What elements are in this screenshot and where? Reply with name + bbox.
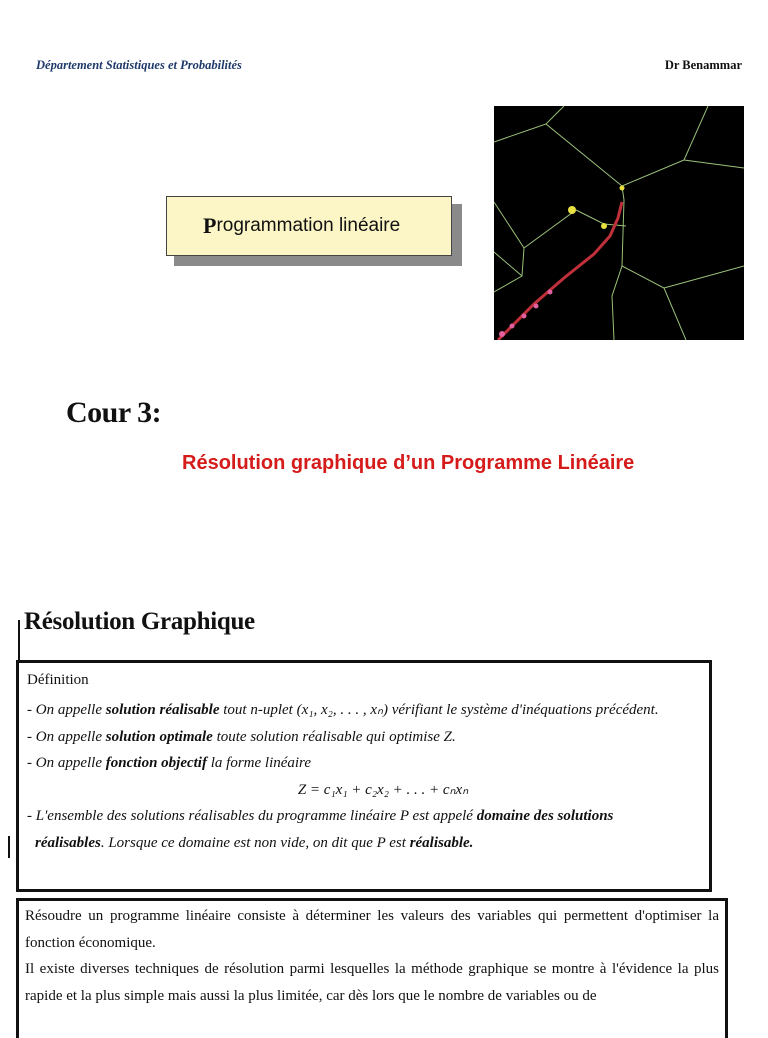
section-title: Résolution Graphique (24, 608, 255, 635)
objective-formula: Z = c₁x₁ + c₂x₂ + . . . + cₙxₙ (297, 781, 469, 798)
resolution-paragraph-2: Il existe diverses techniques de résolution parmi lesquelles la méthode graphique se montre à l'évidence la plus rapide et la plus simple mais aussi la plus limitée, car dès lors que le nombre de variables ou de (25, 961, 719, 1004)
title-rest: rogrammation linéaire (216, 215, 401, 236)
title-first-letter: P (203, 213, 217, 238)
section-bar (18, 620, 20, 660)
definition-item-4: - L'ensemble des solutions réalisables du programme linéaire P est appelé domaine des solutions (27, 808, 614, 825)
definition-item-4-continued: réalisables. Lorsque ce domaine est non vide, on dit que P est réalisable. (35, 834, 474, 851)
definition-heading: Définition (27, 672, 89, 688)
title-box (166, 196, 452, 256)
definition-item-3: - On appelle fonction objectif la forme linéaire (27, 755, 311, 772)
department-header: Département Statistiques et Probabilités (36, 58, 242, 72)
course-label: Cour 3: (66, 396, 162, 429)
resolution-paragraph-1: Résoudre un programme linéaire consiste à déterminer les valeurs des variables qui permettent d'optimiser la fonction économique. (25, 908, 719, 951)
resolution-box (16, 898, 728, 1038)
definition-item-1: - On appelle solution réalisable tout n-uplet (x₁, x₂, . . . , xₙ) vérifiant le système d'inéquations précédent. (27, 702, 659, 718)
course-subtitle: Résolution graphique d’un Programme Linéaire (182, 452, 635, 474)
definition-left-tick (8, 836, 10, 858)
definition-box (16, 660, 712, 892)
definition-item-2: - On appelle solution optimale toute solution réalisable qui optimise Z. (27, 728, 456, 745)
author-header: Dr Benammar (664, 58, 742, 72)
voronoi-diagram-image (494, 106, 744, 340)
